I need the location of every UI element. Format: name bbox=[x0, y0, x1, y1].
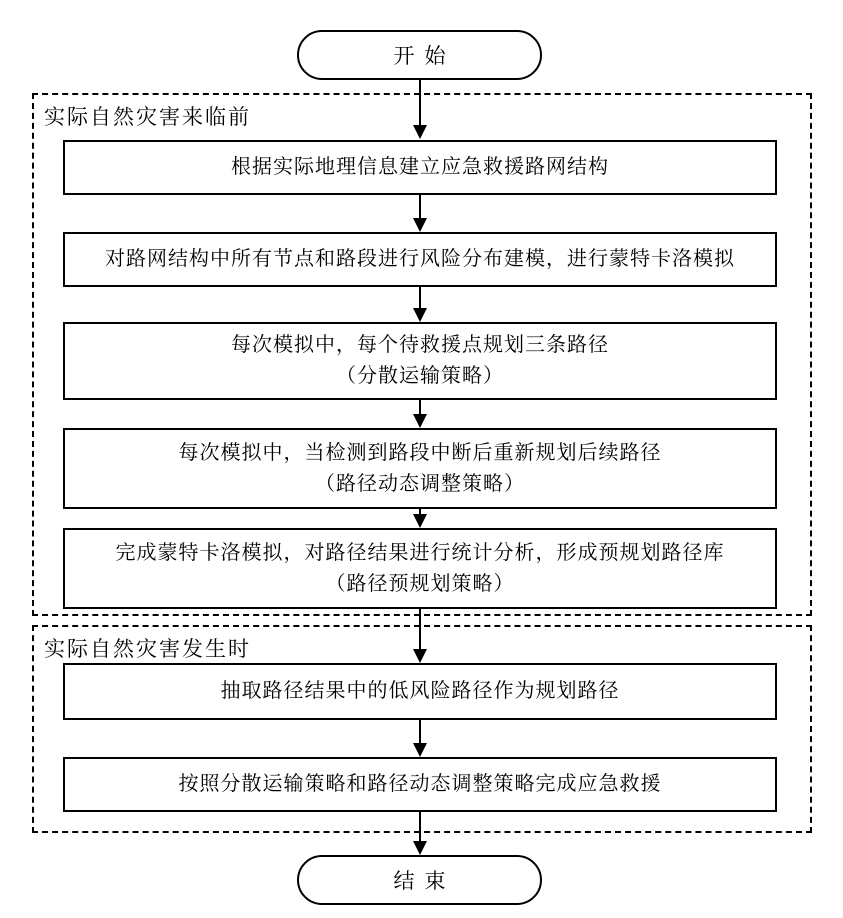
process-box-text-line1: 完成蒙特卡洛模拟，对路径结果进行统计分析，形成预规划路径库 bbox=[115, 541, 725, 564]
process-box-extract-low-risk-paths bbox=[63, 663, 777, 720]
process-box-text: 抽取路径结果中的低风险路径作为规划路径 bbox=[220, 680, 620, 702]
end-node bbox=[297, 855, 542, 905]
process-box-plan-three-paths bbox=[63, 322, 777, 400]
process-box-replan-on-interruption bbox=[63, 428, 777, 509]
arrow-step4-to-step5-icon bbox=[419, 509, 421, 515]
phase-before-disaster-label: 实际自然灾害来临前 bbox=[44, 105, 251, 129]
process-box-text-line1: 每次模拟中，当检测到路段中断后重新规划后续路径 bbox=[178, 441, 662, 464]
end-node-label: 结束 bbox=[393, 869, 456, 893]
arrow-step6-to-step7-icon bbox=[419, 720, 421, 744]
process-box-complete-emergency-rescue bbox=[63, 757, 777, 812]
arrow-step2-to-step3-icon bbox=[419, 287, 421, 309]
process-box-statistical-analysis-path-library bbox=[63, 528, 777, 609]
process-box-text-line2: （路径预规划策略） bbox=[325, 572, 515, 595]
process-box-text-line2: （分散运输策略） bbox=[336, 365, 504, 387]
arrow-start-to-step1-icon bbox=[419, 80, 421, 126]
process-box-build-road-network bbox=[63, 140, 777, 195]
start-node-label: 开始 bbox=[393, 44, 456, 68]
process-box-risk-modeling-monte-carlo bbox=[63, 232, 777, 287]
process-box-text: 对路网结构中所有节点和路段进行风险分布建模，进行蒙特卡洛模拟 bbox=[105, 248, 735, 270]
process-box-text-line1: 每次模拟中，每个待救援点规划三条路径 bbox=[231, 334, 609, 356]
process-box-text: 根据实际地理信息建立应急救援路网结构 bbox=[231, 156, 609, 178]
start-node bbox=[297, 30, 542, 80]
process-box-text-line2: （路径动态调整策略） bbox=[315, 472, 525, 495]
arrow-step5-to-step6-icon bbox=[419, 609, 421, 650]
arrow-step3-to-step4-icon bbox=[419, 400, 421, 415]
phase-during-disaster-label: 实际自然灾害发生时 bbox=[44, 637, 251, 661]
process-box-text: 按照分散运输策略和路径动态调整策略完成应急救援 bbox=[178, 773, 662, 795]
arrow-step7-to-end-icon bbox=[419, 812, 421, 842]
arrow-step1-to-step2-icon bbox=[419, 195, 421, 219]
